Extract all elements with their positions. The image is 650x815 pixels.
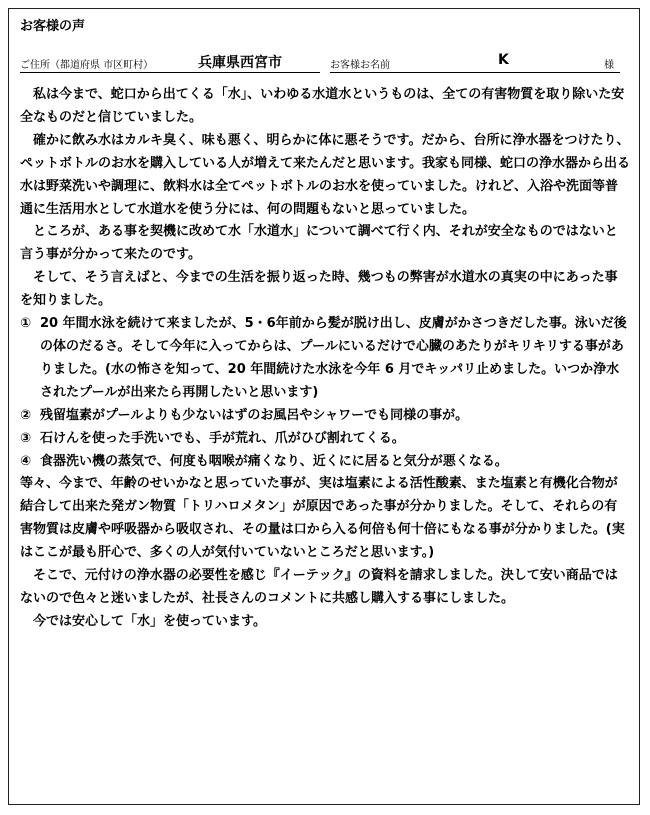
closing-paragraph-2: 今では安心して「水」を使っています。	[33, 613, 266, 629]
paragraph-1: 私は今まで、蛇口から出てくる「水」、いわゆる水道水というものは、全ての有害物質を取り除いた安全なものだと信じていました。	[20, 87, 625, 125]
list-item	[20, 313, 630, 405]
list-item	[20, 451, 630, 474]
list-item	[20, 428, 630, 451]
list-item-number: ③	[20, 430, 32, 446]
address-field	[20, 52, 320, 73]
address-value: 兵庫県西宮市	[198, 55, 282, 71]
list-item-number: ①	[20, 316, 32, 332]
list-item-text: 20 年間水泳を続けて来ましたが、5・6年前から髪が脱け出し、皮膚がかさつきだした事。泳いだ後の体のだるさ。そして今年に入ってからは、プールにいるだけで心臓のあたりがキリキリする事がありました。(水の怖さを知って、20 年間続けた水泳を今年 6 月でキッパリ止めました。いつか浄水されたプールが出来たら再開したいと思います)	[40, 316, 627, 400]
page-title: お客様の声	[20, 19, 86, 34]
list-item-number: ④	[20, 453, 32, 469]
list-item-text: 食器洗い機の蒸気で、何度も咽喉が痛くなり、近くにに居ると気分が悪くなる。	[40, 453, 508, 469]
name-label: お客様お名前	[330, 60, 390, 71]
paragraph-2: 確かに飲み水はカルキ臭く、味も悪く、明らかに体に悪そうです。だから、台所に浄水器をつけたり、ペットボトルのお水を購入している人が増えて来たんだと思います。我家も同様、蛇口の浄水器から出る水は野菜洗いや調理に、飲料水は全てペットボトルのお水を使っていました。けれど、入浴や洗面等普通に生活用水として水道水を使う分には、何の問題もないと思っていました。	[20, 132, 630, 217]
list-item	[20, 405, 630, 428]
paragraph-4: そして、そう言えばと、今までの生活を振り返った時、幾つもの弊害が水道水の真実の中にあった事を知りました。	[20, 270, 618, 309]
name-honorific: 様	[604, 60, 614, 71]
closing-paragraph-1: そこで、元付けの浄水器の必要性を感じ『イーテック』の資料を請求しました。決して安い商品ではないので色々と迷いましたが、社長さんのコメントに共感し購入する事にしました。	[20, 568, 618, 606]
list-item-text: 石けんを使った手洗いでも、手が荒れ、爪がひび割れてくる。	[40, 430, 405, 446]
paragraph-3: ところが、ある事を契機に改めて水「水道水」について調べて行く内、それが安全なものではないと言う事が分かって来たのです。	[20, 224, 618, 263]
testimonial-body	[20, 84, 630, 634]
paragraph-after-list: 等々、今まで、年齢のせいかなと思っていた事が、実は塩素による活性酸素、また塩素と有機化合物が結合して出来た発ガン物質「トリハロメタン」が原因であった事が分かりました。そして、それらの有害物質は皮膚や呼吸器から吸収され、その量は口から入る何倍も何十倍にもなる事が分かりました。(実はここが最も肝心で、多くの人が気付いていないところだと思います。)	[20, 476, 625, 561]
name-value: K	[498, 52, 509, 68]
list-item-text: 残留塩素がプールよりも少ないはずのお風呂やシャワーでも同様の事が。	[40, 407, 469, 423]
name-field	[330, 52, 620, 73]
list-item-number: ②	[20, 407, 32, 423]
address-label: ご住所（都道府県 市区町村）	[20, 60, 154, 71]
